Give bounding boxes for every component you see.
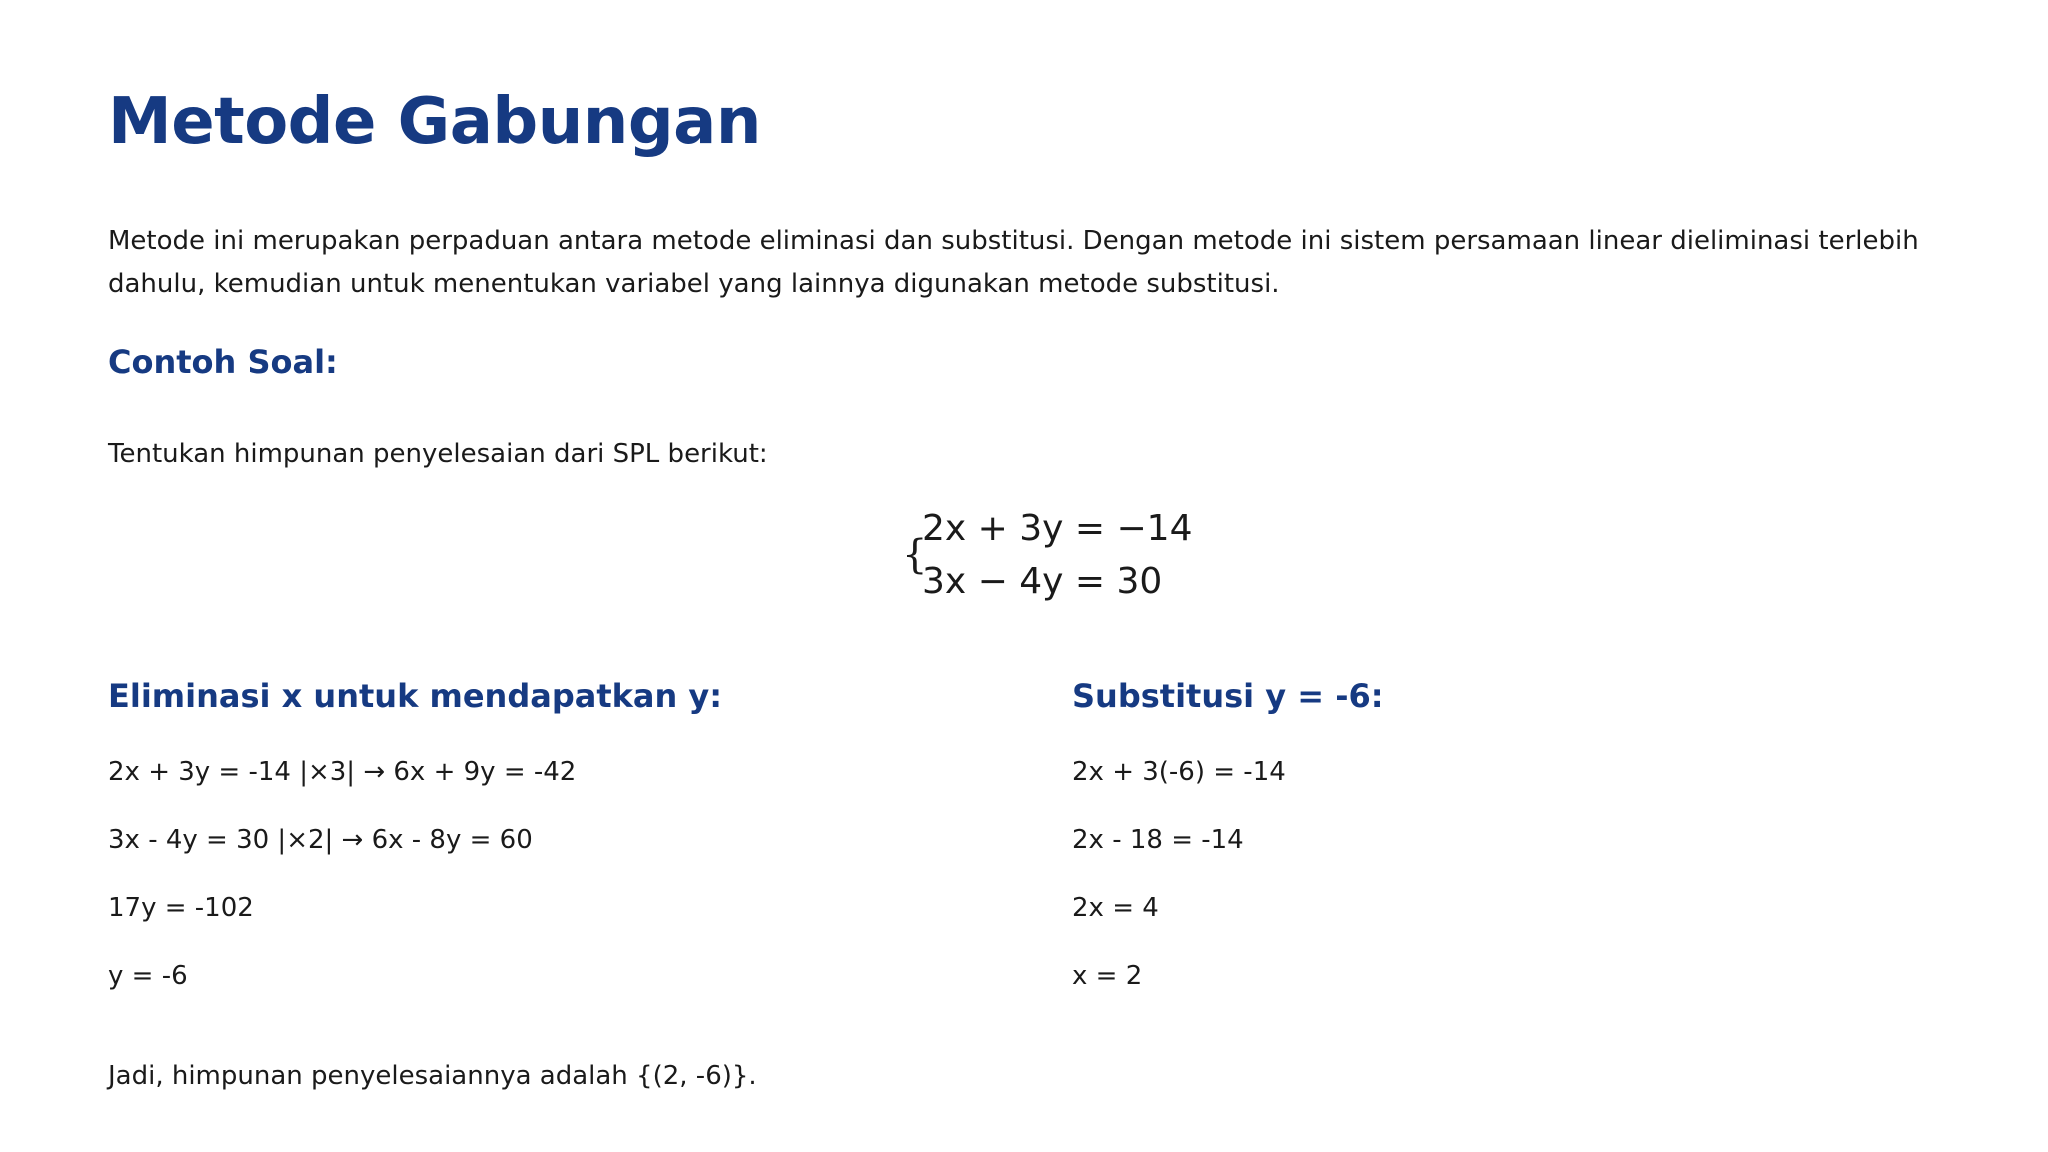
example-heading: Contoh Soal: [108,343,338,381]
elimination-step: 3x - 4y = 30 |×2| → 6x - 8y = 60 [108,825,533,855]
system-equation-1: 2x + 3y = −14 [922,508,1193,549]
elimination-step: y = -6 [108,961,188,991]
example-question: Tentukan himpunan penyelesaian dari SPL berikut: [108,439,768,469]
substitution-step: x = 2 [1072,961,1143,991]
substitution-heading: Substitusi y = -6: [1072,677,1384,715]
elimination-step: 2x + 3y = -14 |×3| → 6x + 9y = -42 [108,757,577,787]
equation-system [902,500,1193,612]
intro-paragraph: Metode ini merupakan perpaduan antara metode eliminasi dan substitusi. Dengan metode ini sistem persamaan linear dieliminasi terlebih dahulu, kemudian untuk menentukan variabel yang lainnya digunakan metode substitusi. [108,226,1919,299]
system-equation-2: 3x − 4y = 30 [922,561,1163,602]
elimination-step: 17y = -102 [108,893,254,923]
system-brace: { [902,532,928,578]
substitution-step: 2x + 3(-6) = -14 [1072,757,1286,787]
substitution-step: 2x - 18 = -14 [1072,825,1244,855]
page-title: Metode Gabungan [108,85,761,159]
elimination-heading: Eliminasi x untuk mendapatkan y: [108,677,723,715]
substitution-step: 2x = 4 [1072,893,1159,923]
conclusion: Jadi, himpunan penyelesaiannya adalah {(2, -6)}. [108,1061,757,1091]
